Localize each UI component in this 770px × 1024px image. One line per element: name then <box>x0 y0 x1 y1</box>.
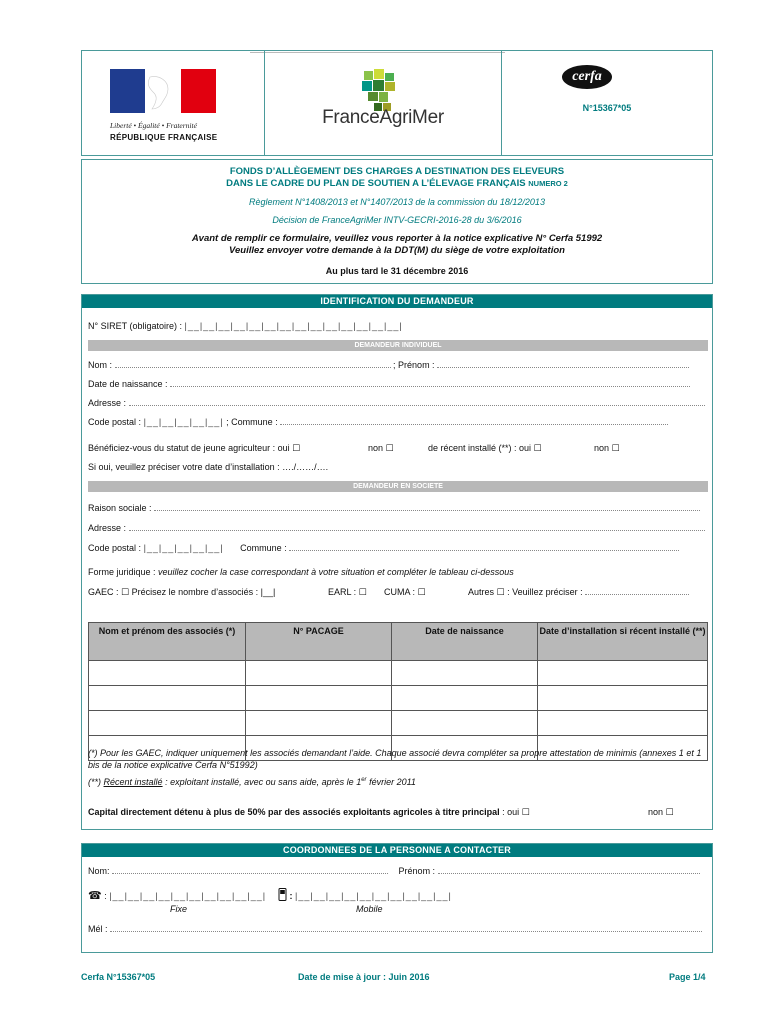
prenom-field[interactable] <box>437 360 689 368</box>
recent-installed-oui[interactable]: de récent installé (**) : oui ☐ <box>428 443 542 453</box>
birth-field[interactable] <box>170 379 690 387</box>
republique-logo-cell <box>82 51 265 155</box>
marianne-flag-logo <box>110 69 216 113</box>
republique-motto: Liberté • Égalité • Fraternité <box>110 121 197 130</box>
postal2-field[interactable]: |__|__|__|__|__| <box>143 543 224 553</box>
col-install-date: Date d’installation si récent installé (**) <box>538 623 708 661</box>
contact-nom-field[interactable] <box>112 866 388 874</box>
capital-non[interactable]: non ☐ <box>648 807 674 817</box>
cerfa-logo: cerfa <box>562 65 612 89</box>
mobile-row: : |__|__|__|__|__|__|__|__|__|__| <box>278 888 452 901</box>
young-farmer-row <box>88 443 300 454</box>
mel-field[interactable] <box>110 924 702 932</box>
young-farmer-non[interactable]: non ☐ <box>368 443 394 453</box>
postal2-row: Code postal : |__|__|__|__|__| Commune : <box>88 543 679 553</box>
notice-instruction: Avant de remplir ce formulaire, veuillez vous reporter à la notice explicative N° Cerfa 51992 Veuillez envoyer votre demande à la DDT(M) du siège de votre exploitation <box>191 233 603 256</box>
address-field[interactable] <box>129 398 705 406</box>
capital-row <box>88 807 530 818</box>
young-farmer-question[interactable]: Bénéficiez-vous du statut de jeune agriculteur : oui ☐ <box>88 443 301 453</box>
cerfa-cell <box>502 51 712 155</box>
footnote-gaec: (*) Pour les GAEC, indiquer uniquement les associés demandant l’aide. Chaque associé devra compléter sa propre attestation de minimis (annexes 1 et 1 bis de la notice explicative Cerfa N°51992) <box>88 748 702 770</box>
footer-update-date: Date de mise à jour : Juin 2016 <box>298 972 430 982</box>
autres-field[interactable] <box>585 587 689 595</box>
republique-name: RÉPUBLIQUE FRANÇAISE <box>110 133 218 142</box>
company-subhead: DEMANDEUR EN SOCIETE <box>88 481 708 492</box>
footnote-recent: (**) Récent installé : exploitant installé, avec ou sans aide, après le 1er février 2011 <box>88 777 416 787</box>
mobile-label: Mobile <box>356 904 383 914</box>
address-row: Adresse : <box>88 398 705 408</box>
siret-field[interactable]: |__|__|__|__|__|__|__|__|__|__|__|__|__|__| <box>184 321 403 331</box>
phone-mobile-field[interactable]: |__|__|__|__|__|__|__|__|__|__| <box>295 891 452 901</box>
footer-page-number: Page 1/4 <box>669 972 706 982</box>
install-date-row[interactable]: Si oui, veuillez préciser votre date d’installation : …./……/…. <box>88 462 329 472</box>
phone-row: ☎ : |__|__|__|__|__|__|__|__|__|__| <box>88 890 267 902</box>
cerfa-number: N°15367*05 <box>582 103 632 113</box>
individual-subhead: DEMANDEUR INDIVIDUEL <box>88 340 708 351</box>
capital-question: Capital directement détenu à plus de 50% par des associés exploitants agricoles à titre principal <box>88 807 500 817</box>
franceagrimer-logo-cell <box>265 51 502 155</box>
title-line-1: FONDS D’ALLÈGEMENT DES CHARGES A DESTINATION DES ELEVEURS <box>229 166 565 177</box>
cuma-option[interactable]: CUMA : ☐ <box>384 587 426 597</box>
col-nom-prenom: Nom et prénom des associés (*) <box>89 623 246 661</box>
table-row <box>89 686 708 711</box>
table-row <box>89 711 708 736</box>
contact-prenom-field[interactable] <box>438 866 700 874</box>
fixe-label: Fixe <box>170 904 188 914</box>
regulation-reference: Règlement N°1408/2013 et N°1407/2013 de la commission du 18/12/2013 <box>249 197 545 207</box>
section-title: IDENTIFICATION DU DEMANDEUR <box>82 295 712 308</box>
postal-row: Code postal : |__|__|__|__|__| ; Commune : <box>88 417 668 427</box>
postal-field[interactable]: |__|__|__|__|__| <box>143 417 224 427</box>
forme-row: Forme juridique : veuillez cocher la case correspondant à votre situation et compléter le tableau ci-dessous <box>88 567 514 577</box>
address2-field[interactable] <box>129 523 705 531</box>
recent-installed-non[interactable]: non ☐ <box>594 443 620 453</box>
section-title: COORDONNEES DE LA PERSONNE A CONTACTER <box>82 844 712 857</box>
raison-row: Raison sociale : <box>88 503 700 513</box>
title-line-2: DANS LE CADRE DU PLAN DE SOUTIEN A L’ÉLEVAGE FRANÇAIS NUMERO 2 <box>226 178 568 189</box>
footer-cerfa: Cerfa N°15367*05 <box>81 972 156 982</box>
phone-fixe-field[interactable]: |__|__|__|__|__|__|__|__|__|__| <box>109 891 267 901</box>
mobile-phone-icon <box>278 888 287 901</box>
col-pacage: N° PACAGE <box>246 623 392 661</box>
mel-row: Mél : <box>88 924 702 934</box>
nom-field[interactable] <box>115 360 391 368</box>
col-birth: Date de naissance <box>392 623 538 661</box>
contact-section <box>81 843 713 953</box>
table-row <box>89 661 708 686</box>
autres-option: Autres ☐ : Veuillez préciser : <box>468 587 689 598</box>
siret-row: N° SIRET (obligatoire) : |__|__|__|__|__|__|__|__|__|__|__|__|__|__| <box>88 321 403 331</box>
capital-oui[interactable]: : oui ☐ <box>502 807 530 817</box>
gaec-option[interactable]: GAEC : ☐ Précisez le nombre d’associés : |__| <box>88 587 276 597</box>
identification-section <box>81 294 713 830</box>
commune-field[interactable] <box>280 417 668 425</box>
agency-name: FranceAgriMer <box>322 107 444 128</box>
phone-icon: ☎ <box>88 890 102 902</box>
deadline: Au plus tard le 31 décembre 2016 <box>325 266 469 276</box>
commune2-field[interactable] <box>289 543 679 551</box>
raison-field[interactable] <box>154 503 700 511</box>
associates-table <box>88 622 708 761</box>
nom-row: Nom : ; Prénom : <box>88 360 689 370</box>
form-title-box <box>81 159 713 284</box>
earl-option[interactable]: EARL : ☐ <box>328 587 367 597</box>
address2-row: Adresse : <box>88 523 705 533</box>
birth-row: Date de naissance : <box>88 379 690 389</box>
form-header <box>81 50 713 156</box>
contact-nom-row: Nom: Prénom : <box>88 866 700 876</box>
decision-reference: Décision de FranceAgriMer INTV-GECRI-2016-28 du 3/6/2016 <box>272 215 522 225</box>
